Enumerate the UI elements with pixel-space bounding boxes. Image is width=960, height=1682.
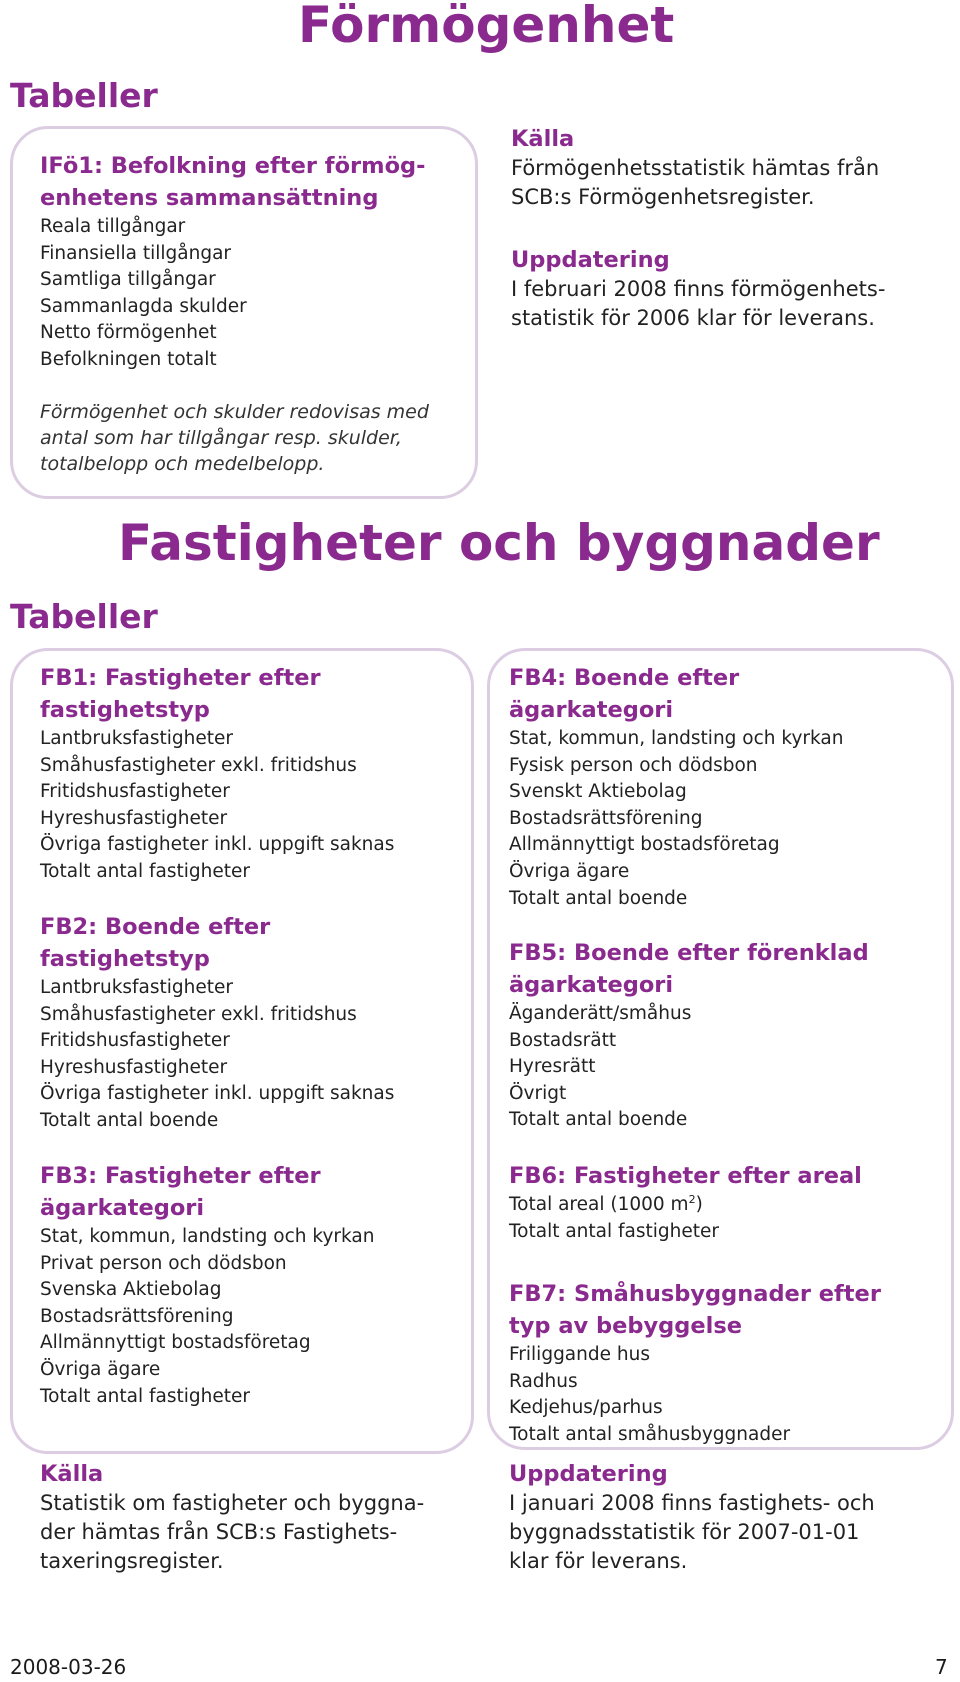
list-item: Sammanlagda skulder — [40, 295, 247, 317]
table-title: FB1: Fastigheter efter — [40, 665, 321, 691]
list-item: Svenskt Aktiebolag — [509, 781, 687, 803]
list-item: Lantbruksfastigheter — [40, 728, 234, 749]
source-text: taxeringsregister. — [40, 1549, 224, 1573]
area-superscript: 2 — [688, 1192, 696, 1206]
list-item: Allmännyttigt bostadsföretag — [509, 834, 780, 856]
note-line: antal som har tillgångar resp. skulder, — [40, 427, 402, 449]
list-item: Hyresrätt — [509, 1056, 596, 1078]
list-item: Stat, kommun, landsting och kyrkan — [509, 728, 844, 749]
table-fb7 — [509, 1278, 881, 1448]
list-item: Totalt antal boende — [509, 887, 688, 909]
table-title: fastighetstyp — [40, 697, 210, 723]
source-text: SCB:s Förmögenhetsregister. — [511, 185, 815, 209]
list-item: Samtliga tillgångar — [40, 269, 216, 291]
table-fb6 — [509, 1160, 862, 1245]
table-title: ägarkategori — [509, 697, 674, 723]
list-item — [509, 1192, 862, 1219]
list-item: Svenska Aktiebolag — [40, 1279, 222, 1301]
list-item: Totalt antal fastigheter — [40, 1385, 250, 1407]
table-title: typ av bebyggelse — [509, 1313, 743, 1339]
update-heading: Uppdatering — [509, 1461, 668, 1487]
source-block-1 — [511, 124, 879, 212]
table-fb3 — [40, 1160, 374, 1410]
list-item: Befolkningen totalt — [40, 348, 217, 370]
list-item: Övrigt — [509, 1082, 567, 1104]
list-item: Fritidshusfastigheter — [40, 781, 230, 803]
list-item: Kedjehus/parhus — [509, 1397, 663, 1419]
list-item: Totalt antal fastigheter — [40, 860, 250, 882]
update-text: I januari 2008 finns fastighets- och — [509, 1491, 875, 1515]
list-item: Totalt antal boende — [509, 1109, 688, 1131]
section-title-fastigheter: Fastigheter och byggnader — [118, 514, 880, 572]
table-fb2 — [40, 911, 394, 1135]
source-text: Förmögenhetsstatistik hämtas från — [511, 156, 880, 180]
source-heading: Källa — [511, 126, 575, 152]
table-fb4 — [509, 662, 843, 912]
list-item: Friliggande hus — [509, 1344, 650, 1365]
update-text: klar för leverans. — [509, 1549, 688, 1573]
area-label-suffix: ) — [695, 1194, 703, 1215]
list-item: Finansiella tillgångar — [40, 242, 232, 264]
list-item: Hyreshusfastigheter — [40, 807, 228, 829]
footer-date: 2008-03-26 — [10, 1655, 127, 1679]
list-item: Stat, kommun, landsting och kyrkan — [40, 1226, 375, 1247]
list-item: Bostadsrättsförening — [40, 1305, 234, 1327]
update-block-2 — [509, 1459, 875, 1576]
area-label: Total areal (1000 m — [509, 1194, 689, 1215]
update-text: byggnadsstatistik för 2007-01-01 — [509, 1520, 860, 1544]
table-title: FB7: Småhusbyggnader efter — [509, 1281, 881, 1307]
list-item: Netto förmögenhet — [40, 322, 217, 344]
table-title: FB3: Fastigheter efter — [40, 1163, 321, 1189]
list-item: Bostadsrättsförening — [509, 807, 703, 829]
table-title: ägarkategori — [40, 1195, 205, 1221]
list-item: Fysisk person och dödsbon — [509, 754, 758, 776]
table-title: FB5: Boende efter förenklad — [509, 940, 869, 966]
table-title: ägarkategori — [509, 972, 674, 998]
list-item: Fritidshusfastigheter — [40, 1030, 230, 1052]
tables-heading: Tabeller — [10, 597, 158, 636]
section-title-formogenhet: Förmögenhet — [298, 0, 675, 54]
list-item: Övriga ägare — [40, 1358, 161, 1380]
update-text: I februari 2008 finns förmögenhets- — [511, 277, 886, 301]
list-item: Privat person och dödsbon — [40, 1252, 287, 1274]
update-text: statistik för 2006 klar för leverans. — [511, 306, 875, 330]
list-item: Småhusfastigheter exkl. fritidshus — [40, 754, 357, 776]
list-item: Radhus — [509, 1370, 578, 1392]
update-heading: Uppdatering — [511, 247, 670, 273]
table-fb1 — [40, 662, 394, 886]
list-item: Äganderätt/småhus — [509, 1003, 692, 1024]
list-item: Övriga ägare — [509, 860, 630, 882]
list-item: Småhusfastigheter exkl. fritidshus — [40, 1003, 357, 1025]
note-line: totalbelopp och medelbelopp. — [40, 453, 325, 475]
source-heading: Källa — [40, 1461, 104, 1487]
table-fb5 — [509, 937, 869, 1134]
table-title: FB6: Fastigheter efter areal — [509, 1163, 862, 1189]
list-item: Totalt antal boende — [40, 1109, 219, 1131]
source-block-2 — [40, 1459, 424, 1576]
list-item: Bostadsrätt — [509, 1029, 617, 1051]
table-title: FB2: Boende efter — [40, 914, 271, 940]
table-title: enhetens sammansättning — [40, 185, 379, 211]
table-note — [40, 399, 429, 477]
table-title: FB4: Boende efter — [509, 665, 740, 691]
list-item: Övriga fastigheter inkl. uppgift saknas — [40, 1083, 395, 1105]
note-line: Förmögenhet och skulder redovisas med — [40, 401, 429, 423]
source-text: der hämtas från SCB:s Fastighets- — [40, 1520, 398, 1544]
list-item: Allmännyttigt bostadsföretag — [40, 1332, 311, 1354]
list-item: Lantbruksfastigheter — [40, 977, 234, 998]
source-text: Statistik om fastigheter och byggna- — [40, 1491, 425, 1515]
list-item: Totalt antal fastigheter — [509, 1220, 719, 1242]
table-title: fastighetstyp — [40, 946, 210, 972]
page-number: 7 — [935, 1655, 948, 1679]
list-item: Hyreshusfastigheter — [40, 1056, 228, 1078]
table-title: IFö1: Befolkning efter förmög- — [40, 153, 426, 179]
list-item: Övriga fastigheter inkl. uppgift saknas — [40, 834, 395, 856]
tables-heading: Tabeller — [10, 76, 158, 115]
update-block-1 — [511, 245, 885, 333]
list-item: Totalt antal småhusbyggnader — [509, 1423, 791, 1445]
list-item: Reala tillgångar — [40, 216, 186, 237]
table-ifo1 — [40, 150, 425, 374]
